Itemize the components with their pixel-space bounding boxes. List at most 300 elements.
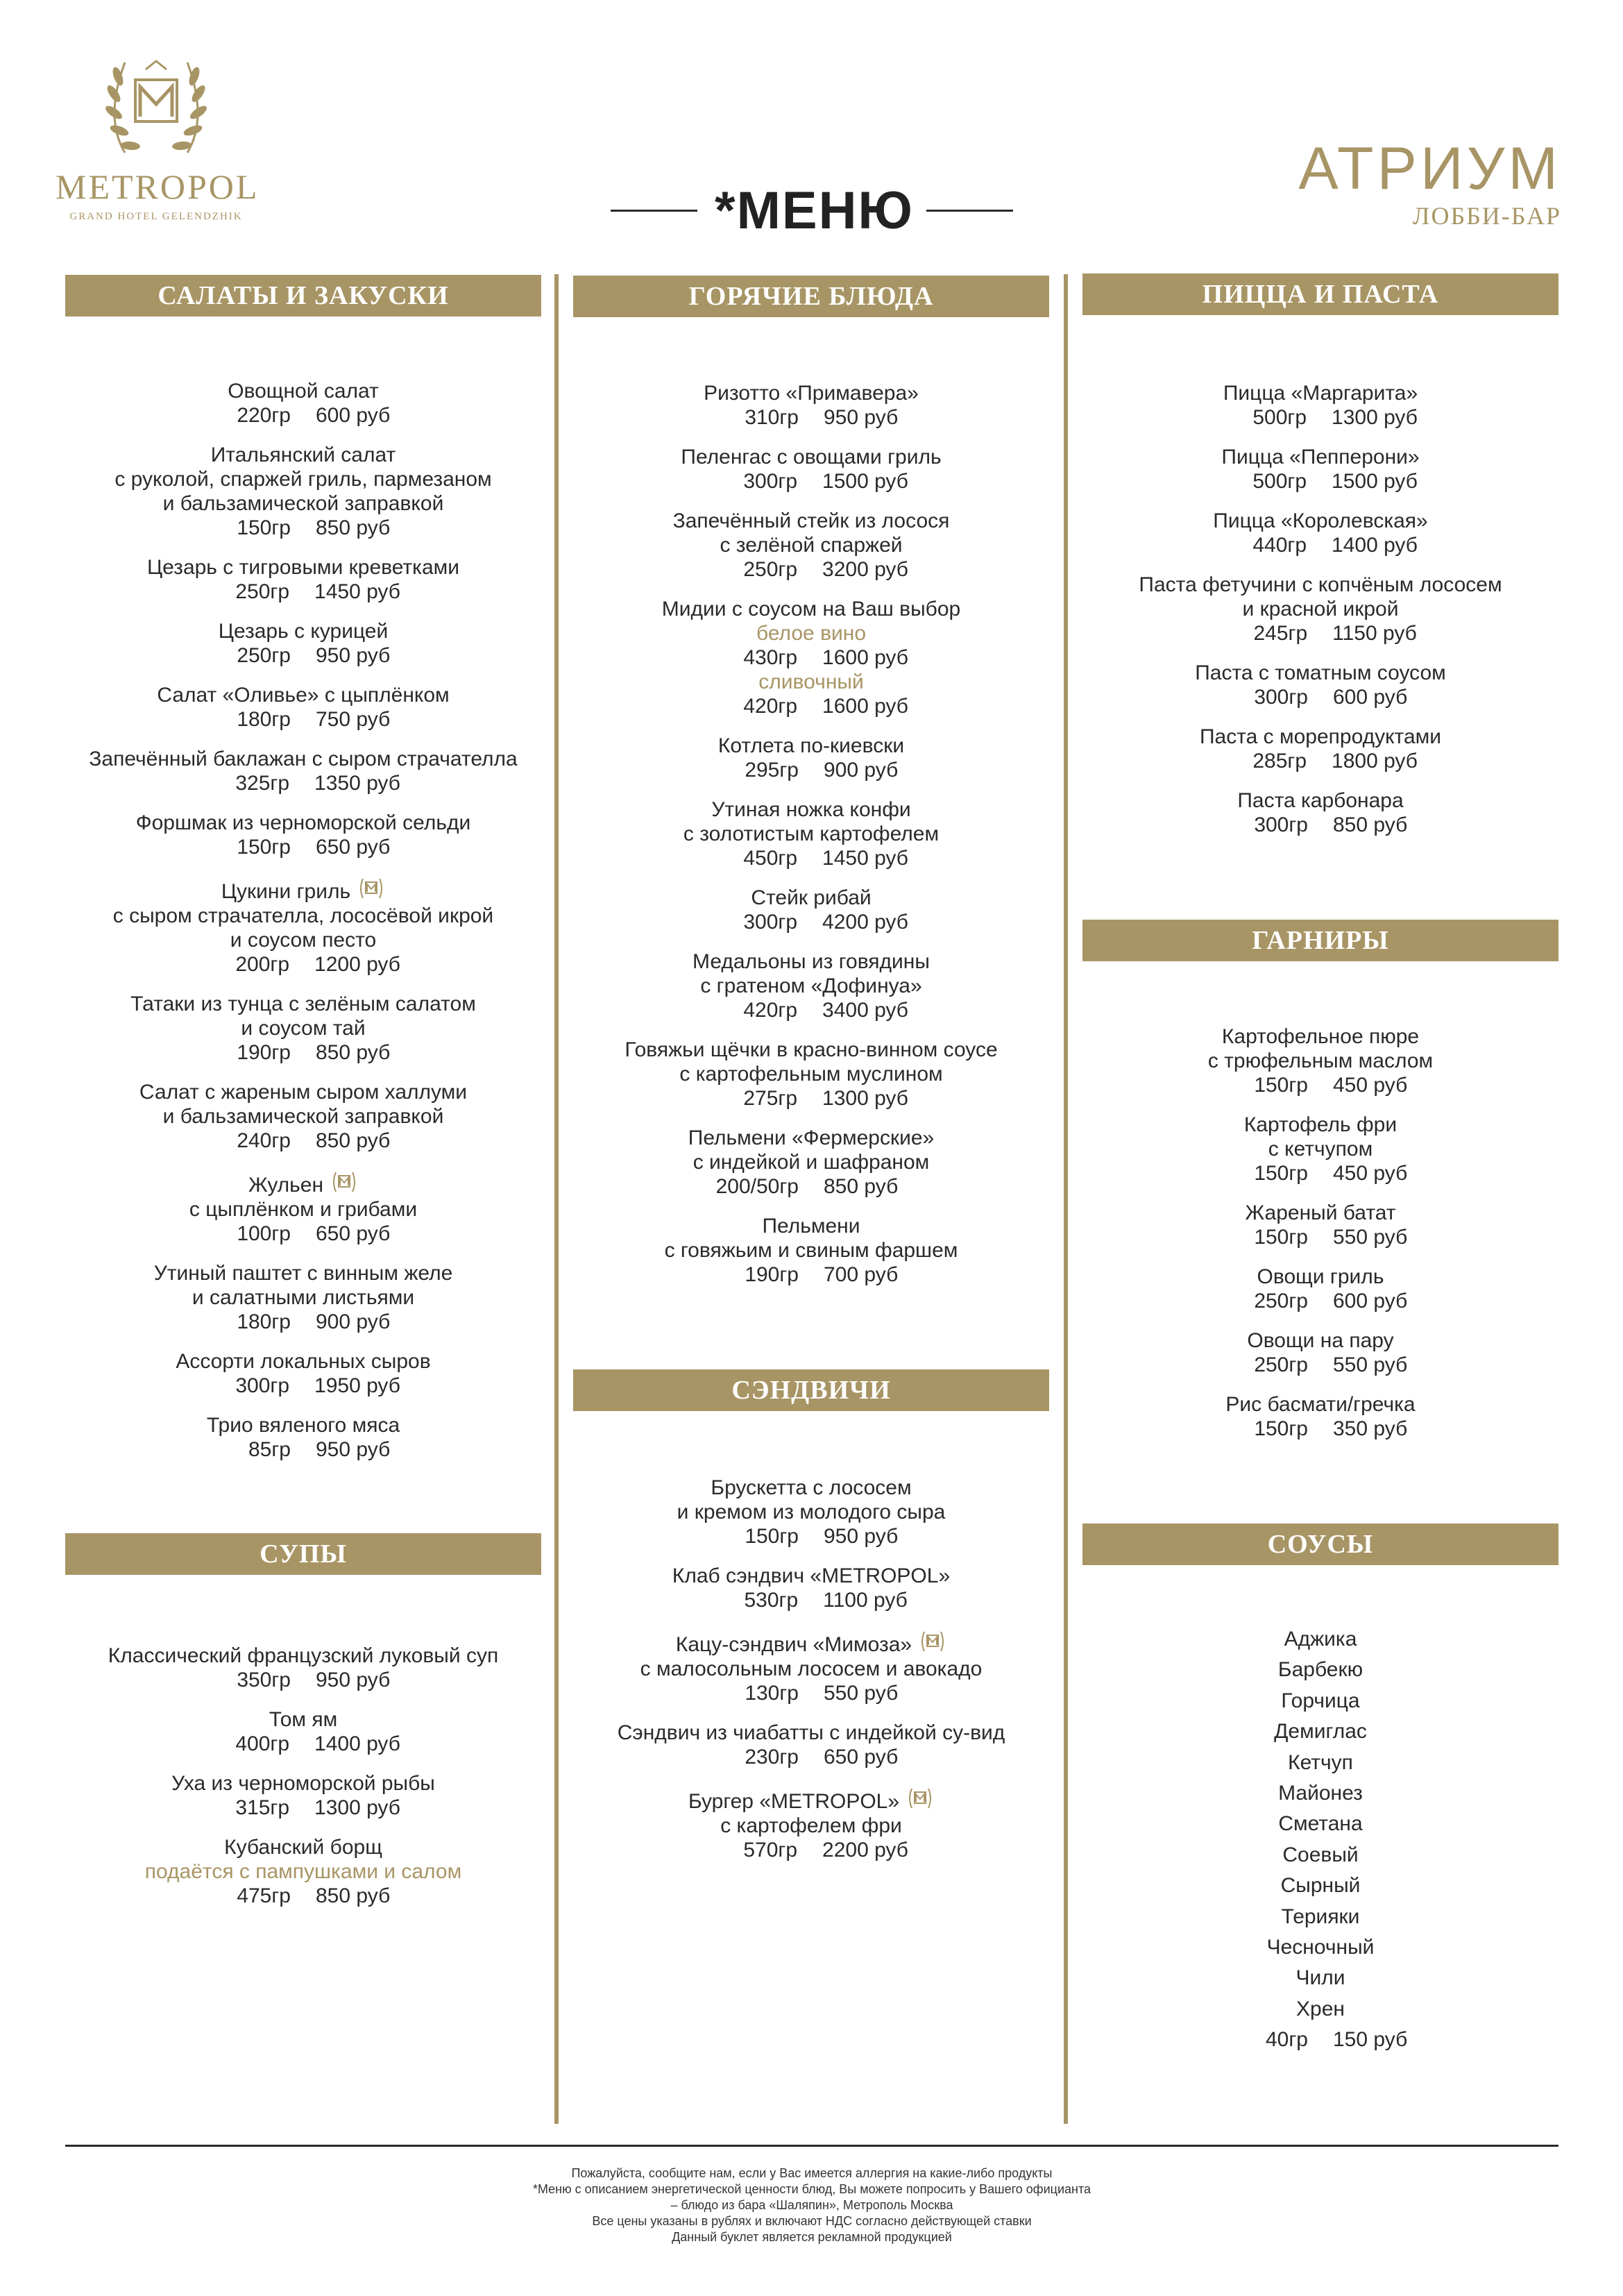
title-rule-right — [926, 210, 1013, 212]
menu-item — [65, 619, 541, 668]
item-weight: 190гр — [745, 1263, 799, 1286]
item-price: 1500 руб — [822, 470, 908, 493]
item-price: 1200 руб — [314, 953, 400, 976]
item-line — [1082, 661, 1558, 685]
item-description: с трюфельным маслом — [1207, 1049, 1434, 1072]
price-row — [65, 580, 541, 604]
item-line — [573, 734, 1049, 758]
item-description: с зелёной спаржей — [720, 534, 903, 557]
item-line — [65, 1197, 541, 1222]
item-name: Пеленгас с овощами гриль — [681, 446, 942, 469]
menu-item — [65, 1349, 541, 1398]
page-title: *МЕНЮ — [715, 181, 914, 240]
price-row — [65, 643, 541, 668]
item-weight: 130гр — [745, 1682, 799, 1705]
menu-item — [65, 443, 541, 540]
footer-line-4: Все цены указаны в рублях и включают НДС согласно действующей ставки — [592, 2214, 1032, 2228]
item-description: и бальзамической заправкой — [162, 1105, 444, 1128]
menu-item — [1082, 381, 1558, 430]
item-note: подаётся с пампушками и салом — [144, 1860, 462, 1883]
item-price: 1300 руб — [822, 1087, 908, 1110]
item-line — [573, 1126, 1049, 1150]
menu-item — [573, 1214, 1049, 1287]
item-line — [1082, 597, 1558, 621]
garnish-list — [1082, 1024, 1558, 1456]
price-row — [1082, 1225, 1558, 1249]
footer-line-5: Данный буклет является рекламной продукцией — [672, 2230, 952, 2244]
item-line — [573, 509, 1049, 533]
salads-list — [65, 379, 541, 1477]
item-name: Сэндвич из чиабатты с индейкой су-вид — [617, 1721, 1005, 1744]
item-line — [65, 1707, 541, 1732]
item-weight: 85гр — [248, 1438, 291, 1461]
menu-item — [573, 1038, 1049, 1111]
item-description: с золотистым картофелем — [683, 822, 940, 845]
menu-item — [65, 379, 541, 428]
item-price: 1350 руб — [314, 772, 400, 795]
item-description: и соусом песто — [230, 929, 377, 952]
item-price: 1500 руб — [1332, 470, 1418, 493]
item-name: Итальянский салат — [210, 444, 396, 466]
menu-item — [65, 555, 541, 604]
item-name: Котлета по-киевски — [717, 734, 905, 757]
price-row — [65, 1374, 541, 1398]
section-header-soups: СУПЫ — [65, 1533, 541, 1575]
menu-item — [573, 1721, 1049, 1769]
item-price: 450 руб — [1333, 1074, 1408, 1097]
item-line — [573, 1500, 1049, 1524]
item-line — [65, 1644, 541, 1668]
item-line — [65, 1168, 541, 1197]
item-weight: 100гр — [237, 1222, 291, 1245]
item-line — [1082, 1265, 1558, 1289]
price-row — [573, 846, 1049, 870]
item-line — [573, 1814, 1049, 1838]
menu-item — [1082, 788, 1558, 837]
price-row — [65, 1668, 541, 1692]
logo-name: METROPOL — [56, 167, 260, 206]
item-price: 1600 руб — [822, 695, 908, 718]
sauces-list — [1082, 1624, 1558, 2056]
item-line — [1082, 788, 1558, 813]
item-price: 1300 руб — [1332, 406, 1418, 429]
price-row — [573, 645, 1049, 670]
item-line — [573, 1564, 1049, 1588]
item-weight: 325гр — [235, 772, 290, 795]
price-row — [573, 1681, 1049, 1705]
item-name: Том ям — [269, 1708, 338, 1731]
item-weight: 150гр — [745, 1525, 799, 1548]
item-price: 950 руб — [316, 1438, 391, 1461]
laurel-crest-icon — [97, 49, 215, 167]
item-price: 1100 руб — [823, 1589, 908, 1612]
item-line — [65, 875, 541, 904]
menu-item — [65, 1707, 541, 1756]
menu-item — [1082, 1201, 1558, 1249]
item-price: 850 руб — [316, 1884, 391, 1907]
menu-item — [573, 1126, 1049, 1199]
item-weight: 150гр — [1254, 1417, 1308, 1440]
item-weight: 180гр — [237, 708, 291, 731]
item-price: 550 руб — [1333, 1226, 1408, 1249]
price-row — [573, 1263, 1049, 1287]
item-description: с картофелем фри — [720, 1814, 902, 1837]
footer-rule — [65, 2145, 1558, 2147]
item-line — [65, 747, 541, 771]
item-price: 1400 руб — [1332, 534, 1418, 557]
item-line — [65, 1261, 541, 1285]
item-line — [573, 822, 1049, 846]
menu-item — [65, 1261, 541, 1334]
item-weight: 420гр — [743, 999, 798, 1022]
crest-icon — [906, 1784, 934, 1812]
menu-item — [65, 1168, 541, 1246]
item-name: Медальоны из говядины — [692, 950, 930, 973]
item-price: 1800 руб — [1332, 750, 1418, 773]
item-price: 650 руб — [316, 836, 391, 859]
sauce-name: Соевый — [1282, 1843, 1359, 1866]
item-line — [573, 949, 1049, 974]
item-price: 550 руб — [824, 1682, 899, 1705]
item-description: с кетчупом — [1268, 1138, 1373, 1160]
item-line — [65, 1413, 541, 1437]
item-name: Утиный паштет с винным желе — [153, 1262, 453, 1285]
item-price: 1150 руб — [1332, 622, 1417, 645]
price-row — [573, 405, 1049, 430]
item-note: белое вино — [756, 622, 867, 645]
price-row — [1082, 405, 1558, 430]
item-price: 950 руб — [824, 406, 899, 429]
menu-item — [573, 1476, 1049, 1548]
item-weight: 150гр — [1254, 1074, 1308, 1097]
item-weight: 500гр — [1252, 406, 1307, 429]
menu-item — [65, 811, 541, 859]
item-description: и бальзамической заправкой — [162, 492, 444, 515]
price-row — [65, 1437, 541, 1462]
item-line — [1082, 381, 1558, 405]
price-row — [65, 835, 541, 859]
item-price: 650 руб — [316, 1222, 391, 1245]
item-name: Говяжьи щёчки в красно-винном соусе — [624, 1038, 998, 1061]
item-name: Ризотто «Примавера» — [704, 382, 919, 405]
item-line — [65, 491, 541, 516]
item-description: и кремом из молодого сыра — [677, 1501, 946, 1523]
item-name: Рис басмати/гречка — [1225, 1393, 1416, 1416]
item-description: и салатными листьями — [192, 1286, 415, 1309]
item-line — [1082, 1392, 1558, 1417]
menu-item — [573, 734, 1049, 782]
item-weight: 300гр — [743, 470, 798, 493]
item-line — [573, 1238, 1049, 1263]
item-weight: 150гр — [1254, 1162, 1308, 1185]
menu-item — [1082, 573, 1558, 645]
item-line — [1082, 573, 1558, 597]
item-price: 1450 руб — [314, 580, 400, 603]
hot-dishes-list — [573, 381, 1049, 1302]
menu-item — [1082, 445, 1558, 493]
item-name: Брускетта с лососем — [711, 1476, 912, 1499]
item-line — [573, 1038, 1049, 1062]
menu-item — [1082, 1328, 1558, 1377]
item-weight: 250гр — [237, 644, 291, 667]
item-price: 2200 руб — [822, 1839, 908, 1862]
price-row — [65, 403, 541, 428]
item-price: 450 руб — [1333, 1162, 1408, 1185]
item-weight: 475гр — [237, 1884, 291, 1907]
item-weight: 570гр — [743, 1839, 798, 1862]
menu-item — [573, 949, 1049, 1022]
menu-item — [573, 886, 1049, 934]
bar-name: АТРИУМ — [1298, 135, 1561, 202]
item-name: Запечённый стейк из лосося — [672, 509, 950, 532]
item-price: 3400 руб — [822, 999, 908, 1022]
item-line — [573, 445, 1049, 469]
item-line — [573, 597, 1049, 621]
item-line — [1082, 725, 1558, 749]
item-name: Кацу-сэндвич «Мимоза» — [675, 1633, 912, 1656]
price-row — [1082, 621, 1558, 645]
item-price: 350 руб — [1333, 1417, 1408, 1440]
item-line — [573, 1721, 1049, 1745]
sauce-names — [1082, 1624, 1558, 2025]
price-row — [65, 1040, 541, 1065]
item-weight: 295гр — [745, 759, 799, 782]
item-weight: 315гр — [235, 1796, 290, 1819]
item-name: Уха из черноморской рыбы — [171, 1772, 435, 1795]
item-line — [65, 467, 541, 491]
sandwiches-list — [573, 1476, 1049, 1877]
item-price: 850 руб — [824, 1175, 899, 1198]
item-line — [1082, 1113, 1558, 1137]
price-row — [1082, 813, 1558, 837]
price-row — [65, 1310, 541, 1334]
crest-icon — [330, 1168, 358, 1196]
sauce-name: Кетчуп — [1288, 1750, 1353, 1774]
item-weight: 240гр — [237, 1129, 291, 1152]
section-header-sauces: СОУСЫ — [1082, 1523, 1558, 1565]
item-price: 650 руб — [824, 1746, 899, 1769]
item-weight: 450гр — [743, 847, 798, 870]
item-weight: 530гр — [744, 1589, 799, 1612]
item-line — [573, 1150, 1049, 1174]
sauce-name: Горчица — [1281, 1689, 1360, 1712]
sauce-price-row — [1082, 2025, 1558, 2055]
item-line — [1082, 1328, 1558, 1353]
item-name: Овощной салат — [228, 380, 379, 403]
item-name: Паста с томатным соусом — [1195, 661, 1446, 684]
section-header-pizza-pasta: ПИЦЦА И ПАСТА — [1082, 273, 1558, 315]
price-row — [65, 516, 541, 540]
bar-title-block — [1263, 135, 1561, 230]
item-name: Запечённый баклажан с сыром страчателла — [89, 748, 518, 770]
item-name: Паста фетучини с копчёным лососем — [1139, 573, 1502, 596]
item-weight: 300гр — [1254, 813, 1308, 836]
item-price: 3200 руб — [822, 558, 908, 581]
item-line — [573, 1628, 1049, 1657]
item-weight: 250гр — [743, 558, 798, 581]
item-line — [65, 992, 541, 1016]
price-row — [1082, 533, 1558, 557]
item-description: с руколой, спаржей гриль, пармезаном — [114, 468, 492, 491]
item-weight: 430гр — [743, 646, 798, 669]
menu-item — [65, 1644, 541, 1692]
price-row — [65, 1796, 541, 1820]
price-row — [65, 1884, 541, 1908]
item-line — [573, 1476, 1049, 1500]
item-description: с гратеном «Дофинуа» — [700, 974, 922, 997]
item-price: 550 руб — [1333, 1353, 1408, 1376]
menu-item — [65, 1413, 541, 1462]
item-line — [1082, 509, 1558, 533]
item-name: Паста карбонара — [1237, 789, 1404, 812]
item-name: Пицца «Королевская» — [1213, 509, 1428, 532]
item-line — [65, 1080, 541, 1104]
item-price: 600 руб — [1333, 686, 1408, 709]
footer-line-2: *Меню с описанием энергетической ценности блюд, Вы можете попросить у Вашего официанта — [532, 2182, 1091, 2196]
item-price: 950 руб — [824, 1525, 899, 1548]
item-name: Ассорти локальных сыров — [176, 1350, 431, 1373]
menu-item — [573, 1628, 1049, 1705]
item-name: Овощи гриль — [1257, 1265, 1384, 1288]
menu-item — [65, 683, 541, 732]
item-name: Пельмени «Фермерские» — [688, 1126, 935, 1149]
item-price: 900 руб — [316, 1310, 391, 1333]
item-line — [65, 811, 541, 835]
item-name: Пельмени — [762, 1215, 860, 1238]
item-line — [573, 974, 1049, 998]
menu-item — [1082, 1024, 1558, 1097]
item-name: Цукини гриль — [221, 880, 351, 903]
item-name: Цезарь с тигровыми креветками — [146, 556, 460, 579]
item-price: 950 руб — [316, 644, 391, 667]
item-name: Жареный батат — [1245, 1201, 1396, 1224]
section-header-salads: САЛАТЫ И ЗАКУСКИ — [65, 275, 541, 316]
item-description: и красной икрой — [1242, 598, 1399, 621]
crest-icon — [919, 1628, 946, 1655]
price-row — [65, 1732, 541, 1756]
price-row — [1082, 1161, 1558, 1185]
item-line — [65, 1016, 541, 1040]
price-row — [573, 1524, 1049, 1548]
item-weight: 400гр — [235, 1732, 290, 1755]
item-description: и соусом тай — [241, 1017, 366, 1040]
item-price: 600 руб — [1333, 1290, 1408, 1312]
sauce-name: Майонез — [1278, 1782, 1363, 1805]
item-description: с картофельным муслином — [679, 1063, 943, 1086]
sauce-name: Демиглас — [1274, 1720, 1367, 1744]
item-weight: 150гр — [1254, 1226, 1308, 1249]
item-price: 950 руб — [316, 1669, 391, 1691]
item-name: Картофель фри — [1243, 1113, 1397, 1136]
item-name: Овощи на пару — [1247, 1329, 1394, 1352]
menu-item — [573, 797, 1049, 870]
menu-item — [1082, 509, 1558, 557]
price-row — [573, 557, 1049, 582]
item-name: Жульен — [248, 1174, 324, 1197]
item-weight: 440гр — [1252, 534, 1307, 557]
price-row — [573, 1588, 1049, 1612]
item-name: Салат с жареным сыром халлуми — [139, 1081, 468, 1104]
price-row — [573, 469, 1049, 493]
menu-item — [65, 1080, 541, 1153]
item-weight: 250гр — [1254, 1353, 1308, 1376]
price-row — [1082, 749, 1558, 773]
item-description: с говяжьим и свиным фаршем — [664, 1239, 958, 1262]
item-line — [65, 1285, 541, 1310]
item-line — [1082, 1137, 1558, 1161]
menu-item — [573, 445, 1049, 493]
crest-icon — [357, 875, 385, 902]
item-note: сливочный — [758, 670, 864, 693]
item-name: Форшмак из черноморской сельди — [135, 811, 471, 834]
item-line — [65, 904, 541, 928]
item-price: 1450 руб — [822, 847, 908, 870]
item-name: Утиная ножка конфи — [711, 798, 911, 821]
bar-subtitle: ЛОББИ-БАР — [1413, 202, 1561, 230]
item-name: Татаки из тунца с зелёным салатом — [130, 993, 476, 1015]
item-name: Картофельное пюре — [1221, 1025, 1420, 1048]
item-price: 700 руб — [824, 1263, 899, 1286]
sauce-name: Барбекю — [1277, 1658, 1363, 1682]
item-weight: 300гр — [1254, 686, 1308, 709]
item-line — [573, 886, 1049, 910]
menu-item — [1082, 1113, 1558, 1185]
sauce-price: 150 руб — [1333, 2028, 1408, 2052]
sauce-name: Терияки — [1281, 1905, 1360, 1928]
item-name: Бургер «METROPOL» — [688, 1790, 900, 1813]
item-line — [65, 683, 541, 707]
item-name: Пицца «Пепперони» — [1221, 446, 1420, 469]
sauce-name: Аджика — [1284, 1628, 1357, 1651]
item-weight: 200/50гр — [715, 1175, 799, 1198]
item-weight: 500гр — [1252, 470, 1307, 493]
pizza-pasta-list — [1082, 381, 1558, 852]
item-weight: 220гр — [237, 404, 291, 427]
price-row — [573, 694, 1049, 718]
sauce-name: Сметана — [1278, 1812, 1363, 1836]
item-line — [1082, 1049, 1558, 1073]
item-price: 850 руб — [316, 1129, 391, 1152]
item-line — [65, 1835, 541, 1859]
footer-line-1: Пожалуйста, сообщите нам, если у Вас имеется аллергия на какие-либо продукты — [571, 2166, 1053, 2180]
item-weight: 250гр — [235, 580, 290, 603]
menu-item — [1082, 1392, 1558, 1441]
footer-notes — [347, 2166, 1277, 2245]
price-row — [1082, 1289, 1558, 1313]
item-line — [573, 797, 1049, 822]
menu-title-block — [611, 174, 1013, 243]
logo-subtitle: GRAND HOTEL GELENDZHIK — [69, 211, 243, 222]
item-weight: 190гр — [237, 1041, 291, 1064]
column-divider — [554, 274, 559, 2124]
item-price: 850 руб — [1333, 813, 1408, 836]
item-description: с индейкой и шафраном — [692, 1151, 930, 1174]
item-line — [1082, 445, 1558, 469]
item-line — [65, 1349, 541, 1374]
item-name: Стейк рибай — [751, 886, 872, 909]
item-description: с цыплёнком и грибами — [189, 1198, 418, 1221]
price-row — [573, 1745, 1049, 1769]
item-weight: 285гр — [1252, 750, 1307, 773]
item-price: 1300 руб — [314, 1796, 400, 1819]
sauce-name: Сырный — [1280, 1874, 1361, 1898]
item-weight: 300гр — [235, 1374, 290, 1397]
section-header-garnish: ГАРНИРЫ — [1082, 920, 1558, 961]
title-rule-left — [611, 210, 697, 212]
item-line — [1082, 1024, 1558, 1049]
item-weight: 350гр — [237, 1669, 291, 1691]
price-row — [1082, 685, 1558, 709]
